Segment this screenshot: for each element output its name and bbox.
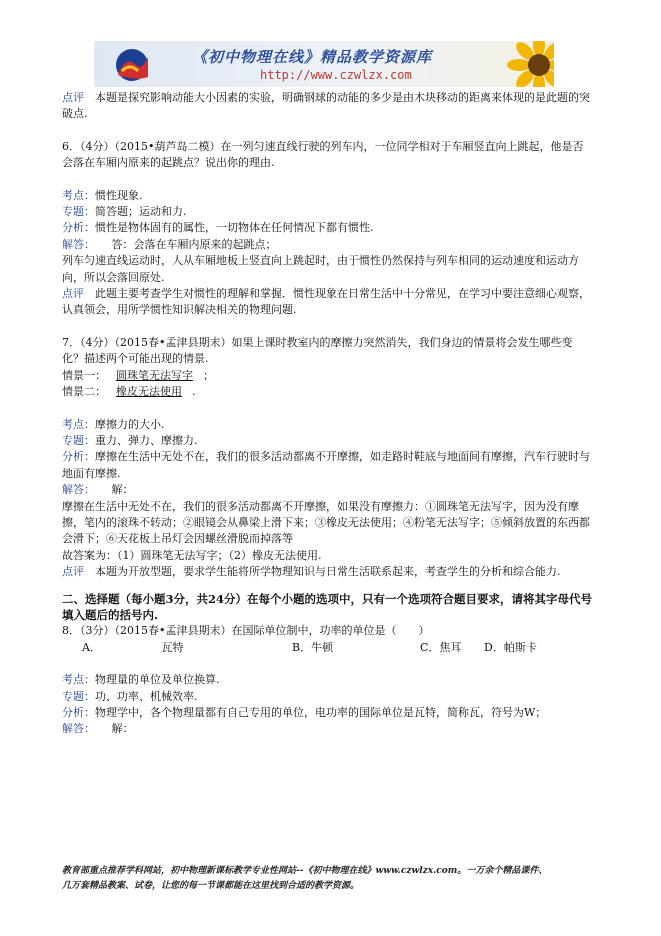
header-banner — [94, 41, 554, 87]
footer-line-1: 教育部重点推荐学科网站，初中物理新课标教学专业性网站--《初中物理在线》www.czwlzx.com。一万余个精品课件、 — [62, 866, 548, 876]
q6-dianping: 点评 此题主要考查学生对惯性的理解和掌握．惯性现象在日常生活中十分常见，在学习中要注意细心观察，认真领会，用所学惯性知识解决相关的物理问题. — [62, 287, 590, 317]
q6-jieda: 解答： 答：会落在车厢内原来的起跳点； — [62, 237, 277, 251]
q7-kaodian: 考点：摩擦力的大小. — [62, 417, 165, 431]
banner-title: 《初中物理在线》精品教学资源库 — [192, 48, 433, 66]
q8-option-c: C．焦耳 — [420, 640, 462, 654]
logo-icon — [112, 45, 152, 83]
section-2-heading: 二、选择题（每小题3分，共24分）在每个小题的选项中，只有一个选项符合题目要求，请将其字母代号填入题后的括号内. — [62, 591, 592, 622]
banner-url[interactable]: http://www.czwlzx.com — [260, 68, 412, 82]
q6-kaodian: 考点：惯性现象. — [62, 188, 143, 202]
q8-option-a: A． 瓦特 — [82, 640, 184, 654]
page-footer — [62, 864, 602, 894]
q7-jieda: 解答： 解： — [62, 483, 134, 497]
sunflower-icon — [504, 41, 554, 87]
q6-zhuanti: 专题：简答题；运动和力. — [62, 205, 187, 219]
q8-kaodian: 考点：物理量的单位及单位换算. — [62, 673, 220, 687]
q8-option-d: D．帕斯卡 — [484, 640, 537, 654]
question-6-stem: 6．（4分）（2015•葫芦岛二模）在一列匀速直线行驶的列车内，一位同学相对于车厢竖直向上跳起，他是否会落在车厢内原来的起跳点？说出你的理由. — [62, 139, 584, 170]
q7-body: 摩擦在生活中无处不在，我们的很多活动都离不开摩擦，如果没有摩擦力：①圆珠笔无法写字，因为没有摩擦，笔内的滚珠不转动；②眼镜会从鼻梁上滑下来；③橡皮无法使用；④粉笔无法写字；⑤倾斜放置的东西都会滑下；⑥天花板上吊灯会因螺丝滑脱而掉落等 — [62, 499, 590, 546]
comment-top — [62, 90, 592, 123]
q8-options — [62, 640, 592, 656]
footer-line-2: 几万套精品教案、试卷，让您的每一节课都能在这里找到合适的教学资源。 — [62, 881, 360, 891]
q7-scenario-2: 情景二： 橡皮无法使用 . — [62, 385, 196, 399]
document-body — [62, 90, 592, 738]
q8-option-b: B．牛顿 — [292, 640, 334, 654]
question-7-stem: 7．（4分）（2015春•孟津县期末）如果上课时教室内的摩擦力突然消失，我们身边的情景将会发生哪些变化？描述两个可能出现的情景. — [62, 335, 573, 366]
q7-fenxi: 分析：摩擦在生活中无处不在，我们的很多活动都离不开摩擦，如走路时鞋底与地面间有摩擦，汽车行驶时与地面有摩擦. — [62, 450, 590, 480]
q7-zhuanti: 专题：重力、弹力、摩擦力. — [62, 433, 198, 447]
question-8-stem: 8．（3分）（2015春•孟津县期末）在国际单位制中，功率的单位是（ ） — [62, 624, 430, 638]
q8-fenxi: 分析：物理学中，各个物理量都有自己专用的单位，电功率的国际单位是瓦特，简称瓦，符号为W； — [62, 706, 547, 719]
q6-body: 列车匀速直线运动时，人从车厢地板上竖直向上跳起时，由于惯性仍然保持与列车相同的运动速度和运动方向，所以会落回原处. — [62, 254, 579, 284]
q6-fenxi: 分析：惯性是物体固有的属性，一切物体在任何情况下都有惯性. — [62, 221, 374, 235]
q7-dianping: 点评 本题为开放型题，要求学生能将所学物理知识与日常生活联系起来，考查学生的分析和综合能力. — [62, 565, 561, 579]
q7-answer: 故答案为：（1）圆珠笔无法写字；（2）橡皮无法使用. — [62, 548, 322, 562]
q7-scenario-1: 情景一： 圆珠笔无法写字 ； — [62, 368, 214, 382]
q8-zhuanti: 专题：功、功率、机械效率. — [62, 689, 198, 703]
q8-jieda: 解答： 解： — [62, 722, 134, 736]
comment-text: 本题是探究影响动能大小因素的实验，明确钢球的动能的多少是由木块移动的距离来体现的是此题的突破点. — [62, 91, 590, 121]
comment-label: 点评 — [62, 91, 84, 104]
